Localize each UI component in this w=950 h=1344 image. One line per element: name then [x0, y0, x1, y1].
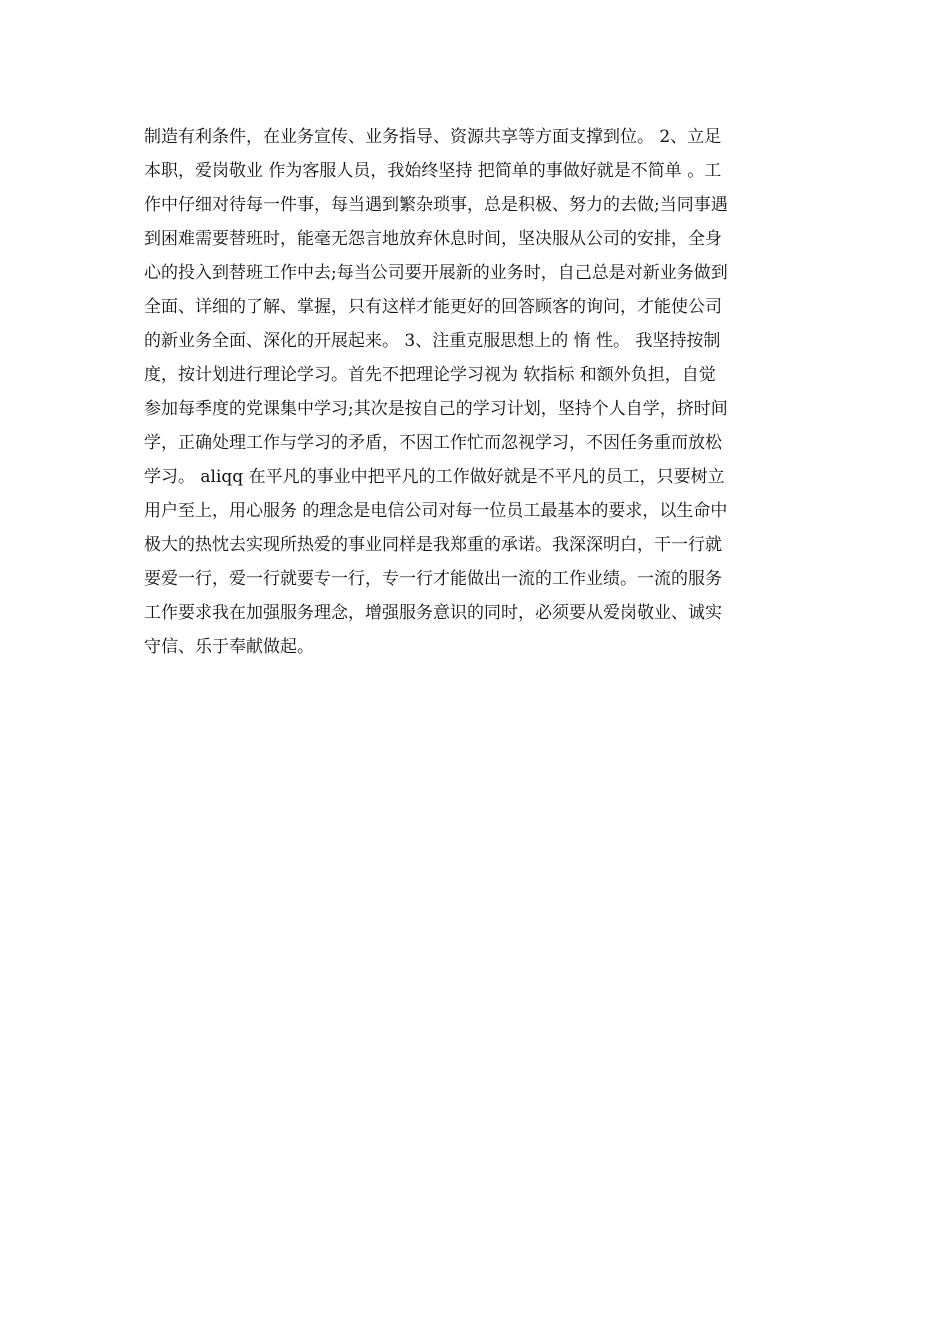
text-line: 的新业务全面、深化的开展起来。 3、注重克服思想上的 惰 性。 我坚持按制 [144, 331, 721, 351]
body-paragraph [144, 120, 824, 664]
text-line: 用户至上，用心服务 的理念是电信公司对每一位员工最基本的要求，以生命中 [144, 501, 728, 521]
text-line: 本职，爱岗敬业 作为客服人员，我始终坚持 把简单的事做好就是不简单 。工 [144, 161, 722, 181]
text-line: 学习。 aliqq 在平凡的事业中把平凡的工作做好就是不平凡的员工，只要树立 [144, 467, 725, 487]
text-line: 守信、乐于奉献做起。 [144, 637, 314, 657]
text-line: 全面、详细的了解、掌握，只有这样才能更好的回答顾客的询问，才能使公司 [144, 297, 722, 317]
text-line: 要爱一行，爱一行就要专一行，专一行才能做出一流的工作业绩。一流的服务 [144, 569, 722, 589]
text-line: 度，按计划进行理论学习。首先不把理论学习视为 软指标 和额外负担，自觉 [144, 365, 716, 385]
text-line: 学，正确处理工作与学习的矛盾，不因工作忙而忽视学习，不因任务重而放松 [144, 433, 722, 453]
text-line: 制造有利条件，在业务宣传、业务指导、资源共享等方面支撑到位。 2、立足 [144, 127, 722, 147]
text-line: 极大的热忱去实现所热爱的事业同样是我郑重的承诺。我深深明白，干一行就 [144, 535, 722, 555]
text-line: 作中仔细对待每一件事，每当遇到繁杂琐事，总是积极、努力的去做;当同事遇 [144, 195, 728, 215]
text-line: 到困难需要替班时，能毫无怨言地放弃休息时间，坚决服从公司的安排，全身 [144, 229, 722, 249]
text-line: 参加每季度的党课集中学习;其次是按自己的学习计划，坚持个人自学，挤时间 [144, 399, 728, 419]
text-line: 工作要求我在加强服务理念，增强服务意识的同时，必须要从爱岗敬业、诚实 [144, 603, 722, 623]
text-line: 心的投入到替班工作中去;每当公司要开展新的业务时，自己总是对新业务做到 [144, 263, 728, 283]
